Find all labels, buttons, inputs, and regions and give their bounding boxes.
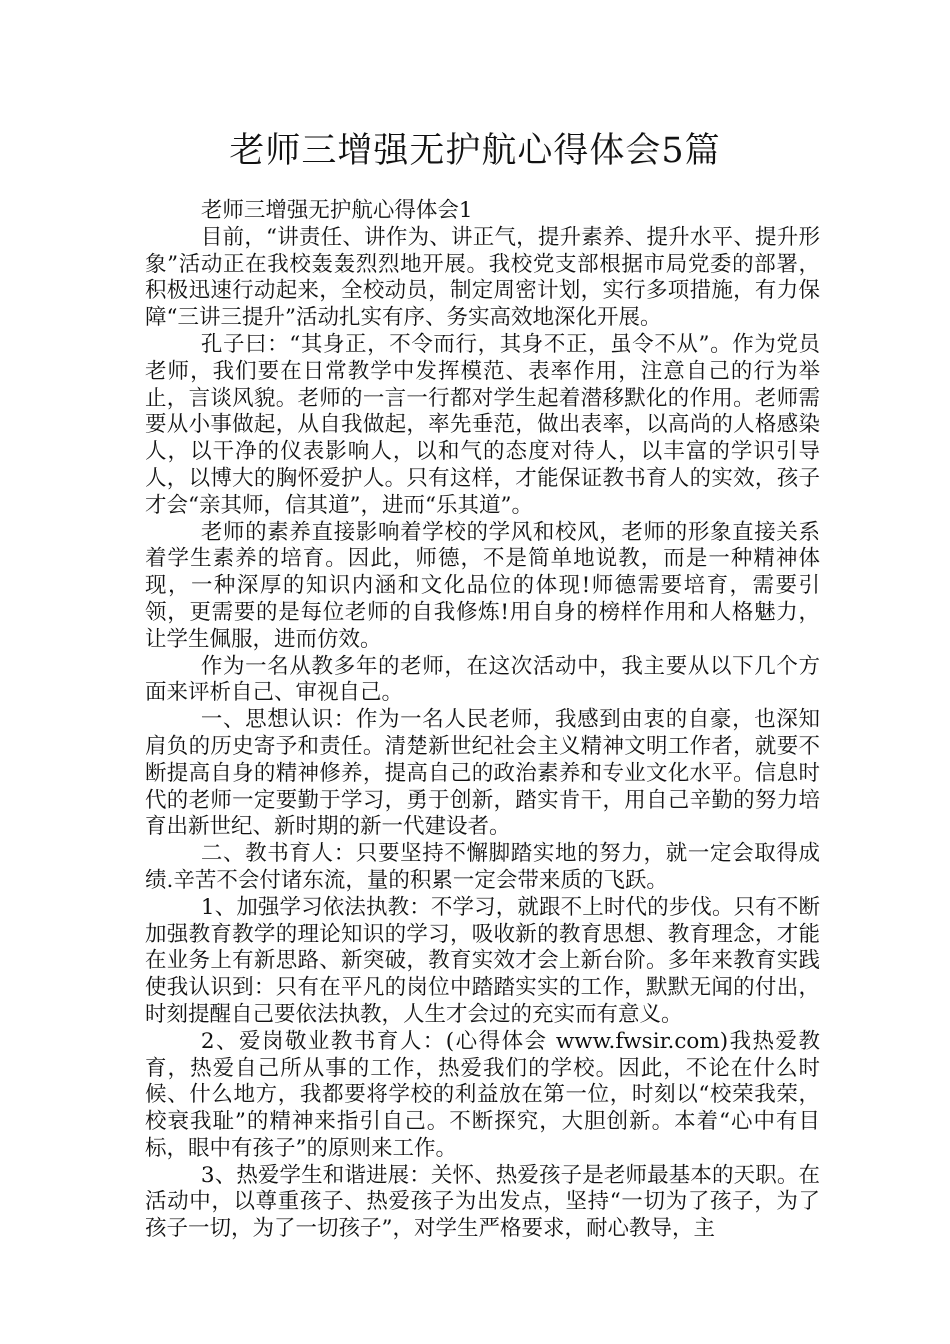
document-title: 老师三增强无护航心得体会5篇 [229, 131, 721, 171]
section-heading: 老师三增强无护航心得体会1 [200, 198, 473, 223]
body-paragraph: 2、爱岗敬业教书育人：(心得体会 www.fwsir.com)我热爱教育，热爱自己所从事的工作，热爱我们的学校。因此，不论在什么时候、什么地方，我都要将学校的利益放在第一位，时刻以“校荣我荣，校衰我耻”的精神来指引自己。不断探究，大胆创新。本着“心中有目标，眼中有孩子”的原则来工作。 [145, 1028, 820, 1161]
body-paragraph: 作为一名从教多年的老师，在这次活动中，我主要从以下几个方面来评析自己、审视自己。 [145, 653, 820, 706]
body-paragraph: 老师的素养直接影响着学校的学风和校风，老师的形象直接关系着学生素养的培育。因此，师德，不是简单地说教，而是一种精神体现，一种深厚的知识内涵和文化品位的体现!师德需要培育，需要引领，更需要的是每位老师的自我修炼!用自身的榜样作用和人格魅力，让学生佩服，进而仿效。 [145, 519, 820, 652]
body-paragraph: 孔子曰：“其身正，不令而行，其身不正，虽令不从”。作为党员老师，我们要在日常教学中发挥模范、表率作用，注意自己的行为举止，言谈风貌。老师的一言一行都对学生起着潜移默化的作用。老师需要从小事做起，从自我做起，率先垂范，做出表率，以高尚的人格感染人，以干净的仪表影响人，以和气的态度对待人，以丰富的学识引导人，以博大的胸怀爱护人。只有这样，才能保证教书育人的实效，孩子才会“亲其师，信其道”，进而“乐其道”。 [145, 331, 820, 518]
body-paragraph: 目前，“讲责任、讲作为、讲正气，提升素养、提升水平、提升形象”活动正在我校轰轰烈烈地开展。我校党支部根据市局党委的部署，积极迅速行动起来，全校动员，制定周密计划，实行多项措施，有力保障“三讲三提升”活动扎实有序、务实高效地深化开展。 [145, 224, 820, 331]
body-paragraph: 二、教书育人：只要坚持不懈脚踏实地的努力，就一定会取得成绩.辛苦不会付诸东流，量的积累一定会带来质的飞跃。 [145, 841, 820, 893]
body-paragraph: 1、加强学习依法执教：不学习，就跟不上时代的步伐。只有不断加强教育教学的理论知识的学习，吸收新的教育思想、教育理念，才能在业务上有新思路、新突破，教育实效才会上新台阶。多年来教育实践使我认识到：只有在平凡的岗位中踏踏实实的工作，默默无闻的付出，时刻提醒自己要依法执教，人生才会过的充实而有意义。 [145, 894, 820, 1027]
body-paragraph: 3、热爱学生和谐进展：关怀、热爱孩子是老师最基本的天职。在活动中，以尊重孩子、热爱孩子为出发点，坚持“一切为了孩子，为了孩子一切，为了一切孩子”，对学生严格要求，耐心教导，主 [145, 1162, 820, 1242]
body-paragraph: 一、思想认识：作为一名人民老师，我感到由衷的自豪，也深知肩负的历史寄予和责任。清楚新世纪社会主义精神文明工作者，就要不断提高自身的精神修养，提高自己的政治素养和专业文化水平。信息时代的老师一定要勤于学习，勇于创新，踏实肯干，用自己辛勤的努力培育出新世纪、新时期的新一代建设者。 [145, 707, 820, 840]
document-body [145, 198, 820, 1243]
